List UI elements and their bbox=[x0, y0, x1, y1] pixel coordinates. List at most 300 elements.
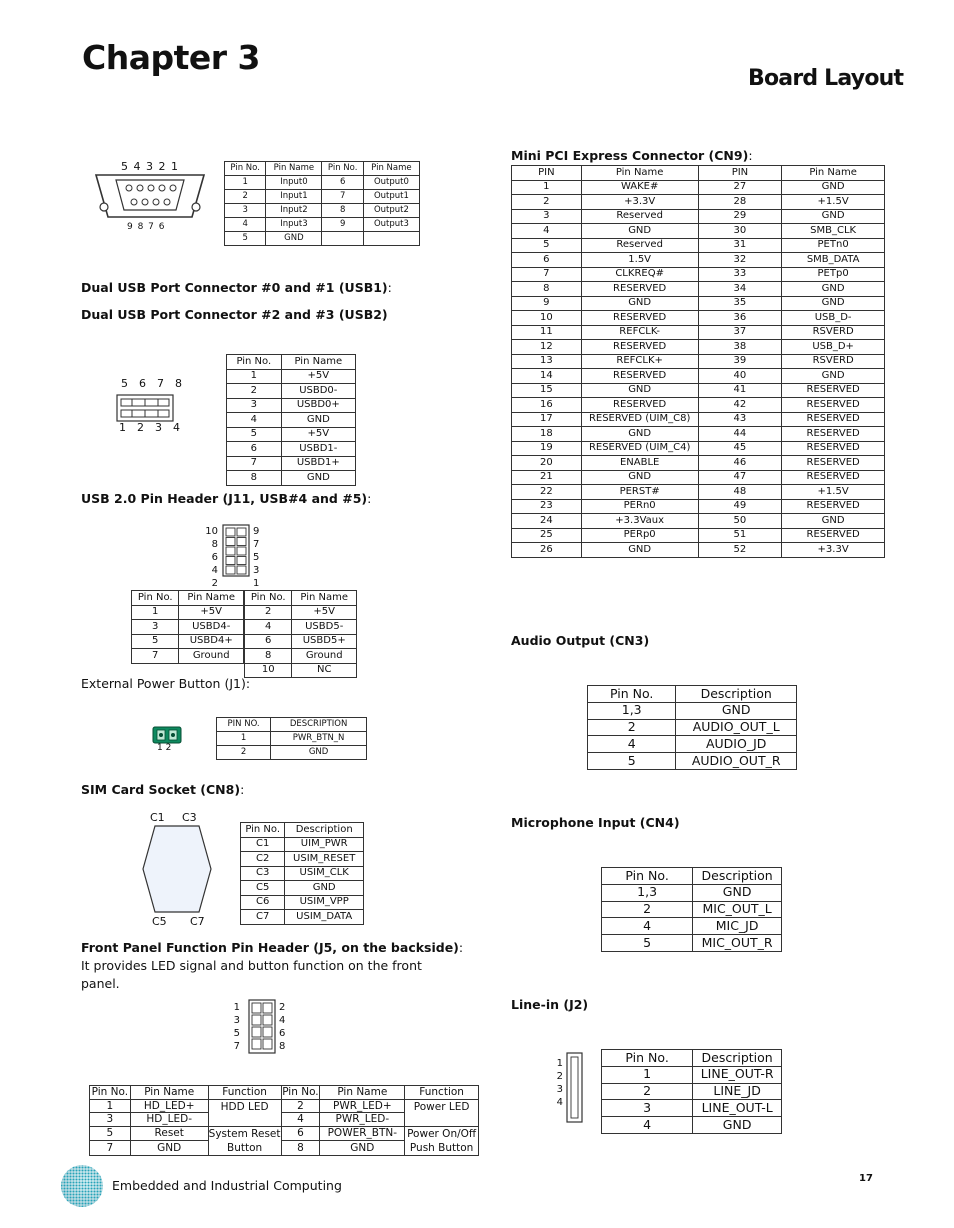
table-cell: 47 bbox=[698, 470, 782, 485]
table-cell: 5 bbox=[227, 427, 282, 442]
table-cell: +5V bbox=[292, 605, 357, 620]
table-cell: 6 bbox=[322, 176, 363, 190]
table-cell: 7 bbox=[322, 190, 363, 204]
table-cell: GND bbox=[581, 383, 698, 398]
table-cell: PWR_BTN_N bbox=[271, 732, 367, 746]
table-cell: 3 bbox=[602, 1100, 693, 1117]
table-cell: GND bbox=[581, 427, 698, 442]
pin-number-label: 7 bbox=[233, 1041, 240, 1052]
table-cell: 1 bbox=[132, 605, 179, 620]
table-row bbox=[225, 176, 420, 190]
table-cell: 44 bbox=[698, 427, 782, 442]
table-cell: 2 bbox=[602, 1083, 693, 1100]
table-cell: 18 bbox=[512, 427, 582, 442]
table-cell: 2 bbox=[227, 384, 282, 399]
table-cell: C3 bbox=[241, 866, 285, 881]
table-row bbox=[602, 935, 782, 952]
table-row bbox=[512, 238, 885, 253]
table-header-row bbox=[90, 1086, 479, 1100]
footer-text: Embedded and Industrial Computing bbox=[112, 1178, 342, 1193]
table-cell: 1 bbox=[227, 369, 282, 384]
table-cell: RESERVED bbox=[581, 369, 698, 384]
column-header: Pin Name bbox=[130, 1086, 208, 1100]
column-header: Pin Name bbox=[581, 166, 698, 181]
table-header-row bbox=[241, 823, 364, 838]
front-panel-description-line1: It provides LED signal and button function on the front bbox=[81, 958, 422, 973]
table-cell: Output1 bbox=[363, 190, 419, 204]
table-cell: 1 bbox=[512, 180, 582, 195]
sim-socket-icon bbox=[141, 824, 213, 914]
table-cell: GND bbox=[130, 1141, 208, 1156]
front-panel-pin-table bbox=[89, 1085, 479, 1156]
table-cell: RSVERD bbox=[782, 354, 885, 369]
table-cell: LINE_OUT-R bbox=[693, 1066, 782, 1083]
table-cell: 30 bbox=[698, 224, 782, 239]
table-cell: RESERVED bbox=[581, 398, 698, 413]
table-row bbox=[225, 232, 420, 246]
table-cell: CLKREQ# bbox=[581, 267, 698, 282]
column-header: DESCRIPTION bbox=[271, 718, 367, 732]
table-cell: 1,3 bbox=[588, 702, 676, 719]
usb-header-even-numbers bbox=[200, 525, 218, 590]
table-row bbox=[512, 209, 885, 224]
table-cell: USBD4+ bbox=[179, 634, 244, 649]
table-cell: 9 bbox=[322, 218, 363, 232]
table-cell: Input3 bbox=[266, 218, 322, 232]
table-cell: 38 bbox=[698, 340, 782, 355]
sim-label-c3: C3 bbox=[182, 811, 197, 824]
table-cell: +1.5V bbox=[782, 485, 885, 500]
table-cell: 48 bbox=[698, 485, 782, 500]
table-row bbox=[588, 719, 797, 736]
table-cell: 4 bbox=[512, 224, 582, 239]
table-cell: 46 bbox=[698, 456, 782, 471]
front-panel-heading: Front Panel Function Pin Header (J5, on the backside): bbox=[81, 940, 464, 955]
table-row bbox=[241, 910, 364, 925]
table-cell: SMB_CLK bbox=[782, 224, 885, 239]
table-cell: 45 bbox=[698, 441, 782, 456]
table-row bbox=[90, 1126, 479, 1141]
table-cell: 3 bbox=[227, 398, 282, 413]
table-row bbox=[241, 852, 364, 867]
microphone-input-heading: Microphone Input (CN4) bbox=[511, 815, 680, 830]
table-cell: 2 bbox=[217, 746, 271, 760]
table-row bbox=[225, 190, 420, 204]
table-row bbox=[512, 470, 885, 485]
table-row bbox=[512, 195, 885, 210]
table-row bbox=[245, 634, 357, 649]
column-header: Pin No. bbox=[322, 162, 363, 176]
table-row bbox=[217, 746, 367, 760]
table-cell: 11 bbox=[512, 325, 582, 340]
table-cell: 32 bbox=[698, 253, 782, 268]
table-header-row bbox=[225, 162, 420, 176]
usb2-top-pin-numbers: 5 6 7 8 bbox=[121, 377, 182, 390]
table-row bbox=[602, 1066, 782, 1083]
table-row bbox=[227, 398, 356, 413]
table-cell: 2 bbox=[281, 1099, 320, 1113]
table-cell: 10 bbox=[245, 663, 292, 678]
table-cell: USB_D- bbox=[782, 311, 885, 326]
table-cell: 6 bbox=[281, 1126, 320, 1141]
pin-number-label: 4 bbox=[211, 565, 218, 576]
page-number: 17 bbox=[859, 1173, 873, 1184]
pin-number-label: 10 bbox=[205, 526, 218, 537]
pin-number-label: 8 bbox=[279, 1041, 286, 1052]
table-cell: Output2 bbox=[363, 204, 419, 218]
table-row bbox=[512, 543, 885, 558]
table-cell: 6 bbox=[227, 442, 282, 457]
mini-pci-pin-table bbox=[511, 165, 885, 558]
table-cell: 40 bbox=[698, 369, 782, 384]
table-cell: 14 bbox=[512, 369, 582, 384]
audio-output-heading: Audio Output (CN3) bbox=[511, 633, 650, 648]
table-cell: +5V bbox=[281, 427, 355, 442]
pin-number-label: 6 bbox=[211, 552, 218, 563]
table-cell: GND bbox=[271, 746, 367, 760]
table-row bbox=[132, 605, 244, 620]
table-cell: LINE_JD bbox=[693, 1083, 782, 1100]
table-cell: RESERVED bbox=[782, 398, 885, 413]
table-cell: 1 bbox=[217, 732, 271, 746]
table-cell: 42 bbox=[698, 398, 782, 413]
company-logo-icon bbox=[60, 1163, 104, 1209]
table-cell: 2 bbox=[225, 190, 266, 204]
pin-number-label: 3 bbox=[556, 1084, 563, 1095]
table-cell: PWR_LED+ bbox=[320, 1099, 405, 1113]
table-cell: +5V bbox=[281, 369, 355, 384]
table-cell: AUDIO_JD bbox=[676, 736, 797, 753]
table-cell: C7 bbox=[241, 910, 285, 925]
table-row bbox=[245, 649, 357, 664]
table-row bbox=[512, 441, 885, 456]
table-cell: C6 bbox=[241, 895, 285, 910]
front-panel-even-numbers bbox=[279, 1001, 291, 1053]
table-cell: USIM_RESET bbox=[285, 852, 364, 867]
table-cell: 23 bbox=[512, 499, 582, 514]
table-cell: 7 bbox=[90, 1141, 131, 1156]
serial-pin-table bbox=[224, 161, 420, 246]
function-cell-power-onoff bbox=[405, 1126, 479, 1155]
pin-number-label: 1 bbox=[253, 578, 260, 589]
table-cell: USBD5+ bbox=[292, 634, 357, 649]
table-cell: 49 bbox=[698, 499, 782, 514]
pin-number-label: 1 bbox=[233, 1002, 240, 1013]
table-cell: 35 bbox=[698, 296, 782, 311]
function-text: Power On/Off bbox=[407, 1127, 477, 1140]
column-header: Pin Name bbox=[179, 591, 244, 606]
table-cell: WAKE# bbox=[581, 180, 698, 195]
function-cell-power-led bbox=[405, 1099, 479, 1126]
table-cell: 8 bbox=[227, 471, 282, 486]
table-cell: GND bbox=[581, 543, 698, 558]
table-row bbox=[512, 325, 885, 340]
column-header: Pin No. bbox=[90, 1086, 131, 1100]
table-cell: Reserved bbox=[581, 238, 698, 253]
table-cell: 3 bbox=[90, 1113, 131, 1127]
table-cell: RESERVED (UIM_C8) bbox=[581, 412, 698, 427]
table-cell: PETn0 bbox=[782, 238, 885, 253]
column-header: Pin No. bbox=[132, 591, 179, 606]
table-cell: 13 bbox=[512, 354, 582, 369]
table-header-row bbox=[512, 166, 885, 181]
table-row bbox=[227, 413, 356, 428]
table-row bbox=[227, 442, 356, 457]
table-cell: RESERVED bbox=[782, 412, 885, 427]
table-cell: GND bbox=[285, 881, 364, 896]
table-cell: RESERVED bbox=[782, 499, 885, 514]
column-header: Pin No. bbox=[241, 823, 285, 838]
table-cell: +5V bbox=[179, 605, 244, 620]
table-cell: GND bbox=[281, 471, 355, 486]
column-header: PIN bbox=[698, 166, 782, 181]
db9-top-pin-numbers: 5 4 3 2 1 bbox=[121, 160, 179, 173]
table-cell: Output3 bbox=[363, 218, 419, 232]
table-cell: 5 bbox=[512, 238, 582, 253]
table-header-row bbox=[217, 718, 367, 732]
table-cell: C2 bbox=[241, 852, 285, 867]
table-cell: 2 bbox=[588, 719, 676, 736]
table-cell: PERn0 bbox=[581, 499, 698, 514]
table-row bbox=[588, 753, 797, 770]
table-cell: 28 bbox=[698, 195, 782, 210]
table-cell: MIC_OUT_L bbox=[693, 901, 782, 918]
function-text: Button bbox=[227, 1141, 263, 1154]
table-cell: USB_D+ bbox=[782, 340, 885, 355]
audio-output-pin-table bbox=[587, 685, 797, 770]
pin-number-label: 5 bbox=[253, 552, 260, 563]
pin-number-label: 5 bbox=[233, 1028, 240, 1039]
column-header: Function bbox=[208, 1086, 281, 1100]
table-cell: +1.5V bbox=[782, 195, 885, 210]
table-cell: 8 bbox=[322, 204, 363, 218]
table-header-row bbox=[245, 591, 357, 606]
table-cell: +3.3Vaux bbox=[581, 514, 698, 529]
column-header: Pin Name bbox=[782, 166, 885, 181]
line-in-pin-numbers bbox=[553, 1057, 563, 1109]
table-cell: GND bbox=[693, 884, 782, 901]
column-header: Pin No. bbox=[245, 591, 292, 606]
table-header-row bbox=[602, 1050, 782, 1067]
table-cell: GND bbox=[782, 209, 885, 224]
function-cell-hdd-led bbox=[208, 1099, 281, 1126]
table-row bbox=[227, 456, 356, 471]
table-cell: PERp0 bbox=[581, 528, 698, 543]
table-row bbox=[225, 218, 420, 232]
table-cell: GND bbox=[320, 1141, 405, 1156]
table-cell: GND bbox=[782, 282, 885, 297]
table-cell: RESERVED bbox=[581, 282, 698, 297]
table-header-row bbox=[588, 686, 797, 703]
table-cell: USBD0+ bbox=[281, 398, 355, 413]
column-header: Pin No. bbox=[588, 686, 676, 703]
table-row bbox=[512, 485, 885, 500]
section-title: Board Layout bbox=[748, 66, 904, 91]
function-text: Power LED bbox=[413, 1100, 470, 1113]
table-cell: GND bbox=[782, 296, 885, 311]
table-row bbox=[132, 620, 244, 635]
table-cell: USBD5- bbox=[292, 620, 357, 635]
table-cell: GND bbox=[782, 180, 885, 195]
front-panel-description-line2: panel. bbox=[81, 976, 120, 991]
table-row bbox=[132, 649, 244, 664]
table-cell: 19 bbox=[512, 441, 582, 456]
table-row bbox=[227, 369, 356, 384]
table-row bbox=[512, 311, 885, 326]
sim-label-c7: C7 bbox=[190, 915, 205, 928]
column-header: PIN bbox=[512, 166, 582, 181]
line-in-heading: Line-in (J2) bbox=[511, 997, 589, 1012]
table-cell: Input0 bbox=[266, 176, 322, 190]
table-cell: 26 bbox=[512, 543, 582, 558]
table-cell: 7 bbox=[227, 456, 282, 471]
table-cell: 51 bbox=[698, 528, 782, 543]
table-cell: Output0 bbox=[363, 176, 419, 190]
sim-label-c1: C1 bbox=[150, 811, 165, 824]
table-cell: SMB_DATA bbox=[782, 253, 885, 268]
column-header: Pin No. bbox=[602, 1050, 693, 1067]
usb-header-odd-numbers bbox=[253, 525, 271, 590]
table-cell: 1 bbox=[602, 1066, 693, 1083]
table-cell bbox=[322, 232, 363, 246]
table-cell: Input2 bbox=[266, 204, 322, 218]
table-cell: 16 bbox=[512, 398, 582, 413]
table-cell: 4 bbox=[245, 620, 292, 635]
table-row bbox=[512, 354, 885, 369]
table-header-row bbox=[227, 355, 356, 370]
table-cell: 9 bbox=[512, 296, 582, 311]
table-cell: +3.3V bbox=[581, 195, 698, 210]
function-text: System Reset bbox=[208, 1127, 281, 1140]
table-row bbox=[512, 267, 885, 282]
table-cell: 22 bbox=[512, 485, 582, 500]
sim-pin-table bbox=[240, 822, 364, 925]
pin-number-label: 3 bbox=[253, 565, 260, 576]
table-cell: ENABLE bbox=[581, 456, 698, 471]
table-cell: 41 bbox=[698, 383, 782, 398]
table-cell: 8 bbox=[245, 649, 292, 664]
table-row bbox=[512, 282, 885, 297]
column-header: Description bbox=[693, 868, 782, 885]
table-cell: 36 bbox=[698, 311, 782, 326]
usb-pin-header-icon bbox=[222, 524, 250, 577]
table-cell: 5 bbox=[132, 634, 179, 649]
pin-number-label: 1 bbox=[556, 1058, 563, 1069]
table-cell: LINE_OUT-L bbox=[693, 1100, 782, 1117]
microphone-input-pin-table bbox=[601, 867, 782, 952]
table-cell: 2 bbox=[512, 195, 582, 210]
table-cell: USIM_CLK bbox=[285, 866, 364, 881]
column-header: Pin Name bbox=[266, 162, 322, 176]
column-header: Pin Name bbox=[363, 162, 419, 176]
table-cell: 15 bbox=[512, 383, 582, 398]
table-cell: 24 bbox=[512, 514, 582, 529]
pin-number-label: 2 bbox=[556, 1071, 563, 1082]
table-row bbox=[602, 918, 782, 935]
table-cell: Ground bbox=[179, 649, 244, 664]
table-cell: AUDIO_OUT_R bbox=[676, 753, 797, 770]
power-button-heading: External Power Button (J1): bbox=[81, 676, 251, 691]
table-cell: HD_LED+ bbox=[130, 1099, 208, 1113]
table-row bbox=[512, 383, 885, 398]
table-cell: REFCLK- bbox=[581, 325, 698, 340]
table-cell: 5 bbox=[90, 1126, 131, 1141]
table-cell: 4 bbox=[227, 413, 282, 428]
table-row bbox=[602, 1083, 782, 1100]
table-row bbox=[241, 837, 364, 852]
table-row bbox=[512, 224, 885, 239]
table-cell: RESERVED bbox=[782, 383, 885, 398]
column-header: Description bbox=[693, 1050, 782, 1067]
table-cell: 52 bbox=[698, 543, 782, 558]
table-cell: RESERVED bbox=[782, 456, 885, 471]
table-cell: PWR_LED- bbox=[320, 1113, 405, 1127]
table-cell: AUDIO_OUT_L bbox=[676, 719, 797, 736]
table-row bbox=[227, 384, 356, 399]
table-cell: Reset bbox=[130, 1126, 208, 1141]
table-cell: 12 bbox=[512, 340, 582, 355]
usb2-pin-table bbox=[226, 354, 356, 486]
table-cell: UIM_PWR bbox=[285, 837, 364, 852]
table-cell: 43 bbox=[698, 412, 782, 427]
table-row bbox=[512, 412, 885, 427]
table-cell: 20 bbox=[512, 456, 582, 471]
table-cell: USBD1- bbox=[281, 442, 355, 457]
table-cell: 21 bbox=[512, 470, 582, 485]
table-row bbox=[512, 499, 885, 514]
table-row bbox=[512, 398, 885, 413]
table-cell: 3 bbox=[132, 620, 179, 635]
table-row bbox=[241, 866, 364, 881]
power-button-pin-table bbox=[216, 717, 367, 760]
table-cell: 37 bbox=[698, 325, 782, 340]
table-row bbox=[602, 901, 782, 918]
table-row bbox=[512, 427, 885, 442]
table-cell: C1 bbox=[241, 837, 285, 852]
column-header: Description bbox=[285, 823, 364, 838]
table-cell bbox=[363, 232, 419, 246]
table-cell: GND bbox=[693, 1117, 782, 1134]
table-row bbox=[227, 471, 356, 486]
column-header: Description bbox=[676, 686, 797, 703]
table-cell: 31 bbox=[698, 238, 782, 253]
table-cell: Input1 bbox=[266, 190, 322, 204]
function-text: Push Button bbox=[409, 1141, 474, 1154]
table-cell: RSVERD bbox=[782, 325, 885, 340]
table-row bbox=[217, 732, 367, 746]
chapter-title: Chapter 3 bbox=[82, 38, 260, 77]
table-cell: 29 bbox=[698, 209, 782, 224]
table-cell: GND bbox=[782, 369, 885, 384]
table-row bbox=[602, 1117, 782, 1134]
table-cell: 4 bbox=[281, 1113, 320, 1127]
table-row bbox=[241, 895, 364, 910]
table-row bbox=[227, 427, 356, 442]
table-cell: 33 bbox=[698, 267, 782, 282]
table-row bbox=[602, 1100, 782, 1117]
column-header: Function bbox=[405, 1086, 479, 1100]
sim-label-c5: C5 bbox=[152, 915, 167, 928]
table-cell: PERST# bbox=[581, 485, 698, 500]
table-cell: 6 bbox=[512, 253, 582, 268]
table-cell: 1,3 bbox=[602, 884, 693, 901]
table-row bbox=[588, 702, 797, 719]
table-row bbox=[512, 528, 885, 543]
usb-header-pin-table-even bbox=[244, 590, 357, 678]
table-cell: MIC_OUT_R bbox=[693, 935, 782, 952]
table-cell: REFCLK+ bbox=[581, 354, 698, 369]
table-cell: USBD0- bbox=[281, 384, 355, 399]
